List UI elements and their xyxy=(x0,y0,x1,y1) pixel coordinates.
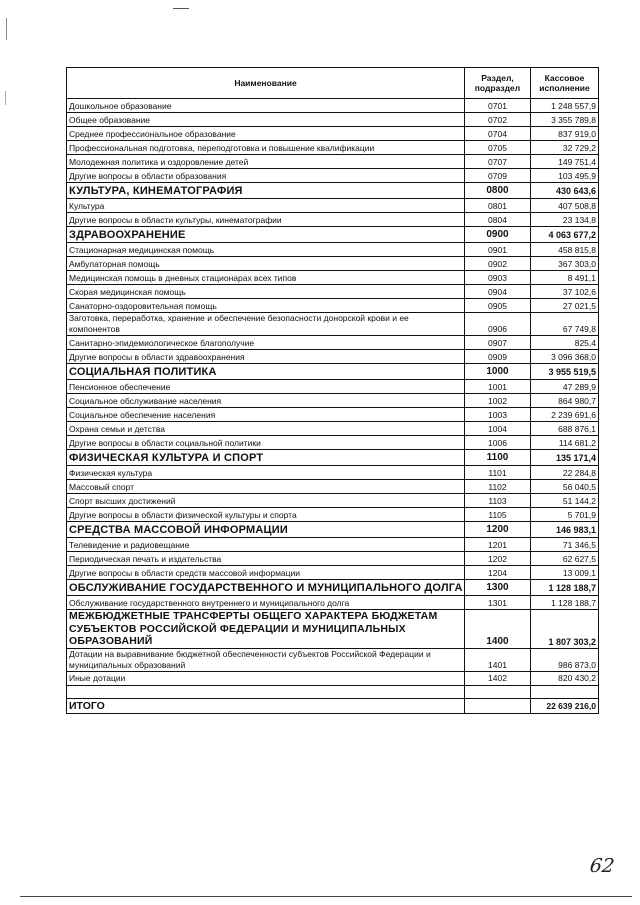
cell-name: Иные дотации xyxy=(67,671,465,685)
table-row xyxy=(67,596,599,610)
table-row xyxy=(67,436,599,450)
cell-code: 0800 xyxy=(465,183,531,199)
cell-code xyxy=(465,685,531,698)
cell-code: 0704 xyxy=(465,127,531,141)
cell-amount: 8 491,1 xyxy=(531,271,599,285)
header-code-line1: Раздел, xyxy=(481,73,514,83)
table-row xyxy=(67,480,599,494)
cell-code: 0903 xyxy=(465,271,531,285)
cell-name: ЗДРАВООХРАНЕНИЕ xyxy=(67,227,465,243)
cell-amount: 825,4 xyxy=(531,336,599,350)
total-row xyxy=(67,698,599,713)
cell-amount: 56 040,5 xyxy=(531,480,599,494)
table-row xyxy=(67,127,599,141)
cell-code: 1400 xyxy=(465,610,531,649)
cell-amount: 2 239 691,6 xyxy=(531,408,599,422)
table-row xyxy=(67,199,599,213)
table-row xyxy=(67,350,599,364)
cell-name: Амбулаторная помощь xyxy=(67,257,465,271)
cell-code: 1000 xyxy=(465,364,531,380)
cell-code: 1300 xyxy=(465,580,531,596)
cell-name: Другие вопросы в области здравоохранения xyxy=(67,350,465,364)
section-row xyxy=(67,183,599,199)
cell-amount: 67 749,8 xyxy=(531,313,599,336)
cell-name: Молодежная политика и оздоровление детей xyxy=(67,155,465,169)
table-row xyxy=(67,422,599,436)
cell-name: Охрана семьи и детства xyxy=(67,422,465,436)
table-row xyxy=(67,508,599,522)
cell-amount: 458 815,8 xyxy=(531,243,599,257)
table-row xyxy=(67,271,599,285)
cell-amount: 51 144,2 xyxy=(531,494,599,508)
cell-amount: 23 134,8 xyxy=(531,213,599,227)
table-row xyxy=(67,285,599,299)
cell-name: Периодическая печать и издательства xyxy=(67,552,465,566)
table-row xyxy=(67,552,599,566)
cell-amount: 5 701,9 xyxy=(531,508,599,522)
cell-amount: 47 289,9 xyxy=(531,380,599,394)
cell-name xyxy=(67,685,465,698)
cell-name: Другие вопросы в области социальной политики xyxy=(67,436,465,450)
table-row xyxy=(67,538,599,552)
cell-name: ОБСЛУЖИВАНИЕ ГОСУДАРСТВЕННОГО И МУНИЦИПАЛЬНОГО ДОЛГА xyxy=(67,580,465,596)
cell-name: Стационарная медицинская помощь xyxy=(67,243,465,257)
cell-amount: 62 627,5 xyxy=(531,552,599,566)
cell-amount xyxy=(531,685,599,698)
header-code-line2: подраздел xyxy=(474,83,521,93)
cell-amount: 430 643,6 xyxy=(531,183,599,199)
table-row xyxy=(67,408,599,422)
cell-name: Телевидение и радиовещание xyxy=(67,538,465,552)
table-row xyxy=(67,155,599,169)
cell-name: Обслуживание государственного внутреннего и муниципального долга xyxy=(67,596,465,610)
cell-name: Социальное обслуживание населения xyxy=(67,394,465,408)
cell-name: СОЦИАЛЬНАЯ ПОЛИТИКА xyxy=(67,364,465,380)
cell-amount: 149 751,4 xyxy=(531,155,599,169)
cell-amount: 3 955 519,5 xyxy=(531,364,599,380)
table-row xyxy=(67,299,599,313)
cell-code: 0900 xyxy=(465,227,531,243)
cell-amount: 3 096 368,0 xyxy=(531,350,599,364)
header-code xyxy=(465,68,531,99)
table-row xyxy=(67,380,599,394)
cell-name: Дотации на выравнивание бюджетной обеспеченности субъектов Российской Федерации и муниципальных образований xyxy=(67,648,465,671)
cell-name: Медицинская помощь в дневных стационарах всех типов xyxy=(67,271,465,285)
cell-code: 1003 xyxy=(465,408,531,422)
cell-amount: 864 980,7 xyxy=(531,394,599,408)
scan-artifact xyxy=(173,8,189,9)
cell-name: Общее образование xyxy=(67,113,465,127)
cell-code: 1002 xyxy=(465,394,531,408)
cell-code: 1204 xyxy=(465,566,531,580)
cell-name: Другие вопросы в области средств массовой информации xyxy=(67,566,465,580)
cell-code: 1202 xyxy=(465,552,531,566)
scan-artifact xyxy=(5,91,6,105)
cell-name: Спорт высших достижений xyxy=(67,494,465,508)
cell-amount: 3 355 789,8 xyxy=(531,113,599,127)
header-name: Наименование xyxy=(67,68,465,99)
cell-code: 1102 xyxy=(465,480,531,494)
cell-code: 0701 xyxy=(465,99,531,113)
cell-amount: 27 021,5 xyxy=(531,299,599,313)
cell-code: 0902 xyxy=(465,257,531,271)
table-row xyxy=(67,213,599,227)
cell-code: 1402 xyxy=(465,671,531,685)
cell-code: 1201 xyxy=(465,538,531,552)
header-amount-line2: исполнение xyxy=(539,83,590,93)
cell-amount: 13 009,1 xyxy=(531,566,599,580)
header-amount-line1: Кассовое xyxy=(544,73,585,83)
cell-code: 1001 xyxy=(465,380,531,394)
section-row xyxy=(67,610,599,649)
table-row xyxy=(67,336,599,350)
cell-code: 1101 xyxy=(465,466,531,480)
cell-amount: 103 495,9 xyxy=(531,169,599,183)
cell-name: ФИЗИЧЕСКАЯ КУЛЬТУРА И СПОРТ xyxy=(67,450,465,466)
cell-amount: 367 303,0 xyxy=(531,257,599,271)
bottom-rule xyxy=(20,896,632,897)
cell-amount: 1 248 557,9 xyxy=(531,99,599,113)
cell-name: Скорая медицинская помощь xyxy=(67,285,465,299)
cell-amount: 37 102,6 xyxy=(531,285,599,299)
section-row xyxy=(67,227,599,243)
cell-amount: 22 639 216,0 xyxy=(531,698,599,713)
cell-name: Заготовка, переработка, хранение и обеспечение безопасности донорской крови и ее компонентов xyxy=(67,313,465,336)
table-row xyxy=(67,99,599,113)
cell-code: 0901 xyxy=(465,243,531,257)
cell-code: 0707 xyxy=(465,155,531,169)
cell-code: 1006 xyxy=(465,436,531,450)
cell-name: ИТОГО xyxy=(67,698,465,713)
table-row xyxy=(67,141,599,155)
cell-name: МЕЖБЮДЖЕТНЫЕ ТРАНСФЕРТЫ ОБЩЕГО ХАРАКТЕРА БЮДЖЕТАМ СУБЪЕКТОВ РОССИЙСКОЙ ФЕДЕРАЦИИ И МУНИЦИПАЛЬНЫХ ОБРАЗОВАНИЙ xyxy=(67,610,465,649)
cell-code: 0907 xyxy=(465,336,531,350)
cell-code: 1100 xyxy=(465,450,531,466)
cell-amount: 986 873,0 xyxy=(531,648,599,671)
cell-code: 0906 xyxy=(465,313,531,336)
cell-code: 1004 xyxy=(465,422,531,436)
cell-name: Массовый спорт xyxy=(67,480,465,494)
table-body xyxy=(67,99,599,714)
cell-name: КУЛЬТУРА, КИНЕМАТОГРАФИЯ xyxy=(67,183,465,199)
cell-name: Другие вопросы в области культуры, кинематографии xyxy=(67,213,465,227)
table-header-row xyxy=(67,68,599,99)
section-row xyxy=(67,522,599,538)
cell-name: Санаторно-оздоровительная помощь xyxy=(67,299,465,313)
table-row xyxy=(67,313,599,336)
cell-name: Культура xyxy=(67,199,465,213)
cell-amount: 22 284,8 xyxy=(531,466,599,480)
cell-code: 1103 xyxy=(465,494,531,508)
cell-name: Профессиональная подготовка, переподготовка и повышение квалификации xyxy=(67,141,465,155)
cell-name: Физическая культура xyxy=(67,466,465,480)
table-row xyxy=(67,169,599,183)
cell-code: 1401 xyxy=(465,648,531,671)
cell-code: 0905 xyxy=(465,299,531,313)
cell-amount: 407 508,8 xyxy=(531,199,599,213)
budget-execution-table xyxy=(66,67,599,714)
table-row xyxy=(67,671,599,685)
cell-code: 0709 xyxy=(465,169,531,183)
cell-amount: 32 729,2 xyxy=(531,141,599,155)
table-row xyxy=(67,466,599,480)
table-row xyxy=(67,257,599,271)
table-row xyxy=(67,394,599,408)
cell-amount: 135 171,4 xyxy=(531,450,599,466)
cell-code: 0904 xyxy=(465,285,531,299)
cell-code: 0801 xyxy=(465,199,531,213)
cell-name: Среднее профессиональное образование xyxy=(67,127,465,141)
table-row xyxy=(67,113,599,127)
cell-code: 1301 xyxy=(465,596,531,610)
page-number: 62 xyxy=(588,855,616,877)
header-amount xyxy=(531,68,599,99)
cell-code: 0702 xyxy=(465,113,531,127)
cell-name: Пенсионное обеспечение xyxy=(67,380,465,394)
cell-amount: 114 681,2 xyxy=(531,436,599,450)
cell-amount: 837 919,0 xyxy=(531,127,599,141)
cell-amount: 146 983,1 xyxy=(531,522,599,538)
section-row xyxy=(67,580,599,596)
cell-code: 1200 xyxy=(465,522,531,538)
cell-code: 0804 xyxy=(465,213,531,227)
cell-name: Дошкольное образование xyxy=(67,99,465,113)
cell-amount: 688 876,1 xyxy=(531,422,599,436)
table-row xyxy=(67,685,599,698)
cell-amount: 820 430,2 xyxy=(531,671,599,685)
cell-code xyxy=(465,698,531,713)
cell-amount: 1 128 188,7 xyxy=(531,596,599,610)
cell-amount: 1 807 303,2 xyxy=(531,610,599,649)
scan-artifact xyxy=(6,18,7,40)
cell-amount: 4 063 677,2 xyxy=(531,227,599,243)
cell-name: Санитарно-эпидемиологическое благополучие xyxy=(67,336,465,350)
table-row xyxy=(67,648,599,671)
table-row xyxy=(67,494,599,508)
cell-amount: 71 346,5 xyxy=(531,538,599,552)
cell-code: 1105 xyxy=(465,508,531,522)
cell-name: Другие вопросы в области физической культуры и спорта xyxy=(67,508,465,522)
cell-name: СРЕДСТВА МАССОВОЙ ИНФОРМАЦИИ xyxy=(67,522,465,538)
cell-code: 0705 xyxy=(465,141,531,155)
table-row xyxy=(67,566,599,580)
cell-amount: 1 128 188,7 xyxy=(531,580,599,596)
cell-name: Социальное обеспечение населения xyxy=(67,408,465,422)
table-row xyxy=(67,243,599,257)
section-row xyxy=(67,450,599,466)
section-row xyxy=(67,364,599,380)
cell-code: 0909 xyxy=(465,350,531,364)
cell-name: Другие вопросы в области образования xyxy=(67,169,465,183)
